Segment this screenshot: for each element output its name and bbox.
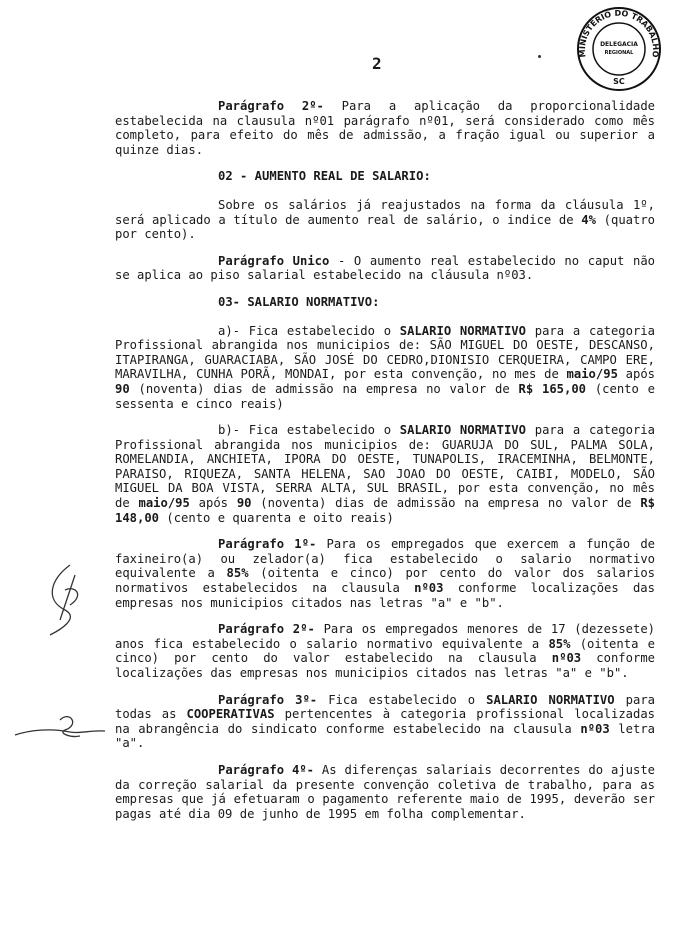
clausula-03-paragrafo-4: Parágrafo 4º- As diferenças salariais decorrentes do ajuste da correção salarial da presente convenção coletiva de trabalho, para as empresas que já efetuaram o pagamento referente maio de 1995, deverão ser pagas até dia 09 de junho de 1995 em folha complementar. <box>115 762 656 821</box>
clausula-02-body: Sobre os salários já reajustados na forma da cláusula 1º, será aplicado a título de aumento real de salário, o indice de 4% (quatro por cento). <box>115 197 656 242</box>
speck <box>538 55 541 58</box>
page-number: 2 <box>372 54 382 73</box>
clausula-02-heading: 02 - AUMENTO REAL DE SALARIO: <box>218 169 431 184</box>
seal-bottom-text: SC <box>613 77 625 86</box>
handwritten-signature-1 <box>40 560 100 640</box>
clausula-03-paragrafo-3: Parágrafo 3º- Fica estabelecido o SALARIO NORMATIVO para todas as COOPERATIVAS pertencentes à categoria profissional localizadas na abrangência do sindicato conforme estabelecido na clausula nº03 letra "a". <box>115 692 656 751</box>
clausula-02-paragrafo-unico: Parágrafo Unico - O aumento real estabelecido no caput não se aplica ao piso salarial estabelecido na cláusula nº03. <box>115 253 656 283</box>
clausula-03-heading: 03- SALARIO NORMATIVO: <box>218 294 380 309</box>
paragrafo-2-proporcionalidade: Parágrafo 2º- Para a aplicação da proporcionalidade estabelecida na clausula nº01 parágrafo nº01, será considerado como mês completo, para efeito do mês de admissão, a fração igual ou superior a quinze dias. <box>115 99 656 157</box>
seal-arc-text: MINISTÉRIO DO TRABALHO <box>577 8 661 58</box>
seal-center-line2: REGIONAL <box>604 50 634 56</box>
clausula-03-item-b: b)- Fica estabelecido o SALARIO NORMATIVO para a categoria Profissional abrangida nos municipios de: GUARUJA DO SUL, PALMA SOLA, ROMELANDIA, ANCHIETA, IPORA DO OESTE, TUNAPOLIS, IRACEMINHA, BELMONTE, PARAISO, RIQUEZA, SANTA HELENA, SAO JOAO DO OESTE, CAIBI, MODELO, SÃO MIGUEL DA BOA VISTA, SERRA ALTA, SUL BRASIL, por esta convenção, no mês de maio/95 após 90 (noventa) dias de admissão na empresa no valor de R$ 148,00 (cento e quarenta e oito reais) <box>115 423 656 525</box>
ministry-seal-stamp <box>576 6 662 92</box>
seal-center-line1: DELEGACIA <box>600 41 638 48</box>
handwritten-signature-2 <box>10 700 110 750</box>
clausula-03-item-a: a)- Fica estabelecido o SALARIO NORMATIVO para a categoria Profissional abrangida nos municipios de: SÃO MIGUEL DO OESTE, DESCANSO, ITAPIRANGA, GUARACIABA, SÃO JOSÉ DO CEDRO,DIONISIO CERQUEIRA, CAMPO ERE, MARAVILHA, CUNHA PORÃ, MONDAI, por esta convenção, no mes de maio/95 após 90 (noventa) dias de admissão na empresa no valor de R$ 165,00 (cento e sessenta e cinco reais) <box>115 323 656 411</box>
clausula-03-paragrafo-1: Parágrafo 1º- Para os empregados que exercem a função de faxineiro(a) ou zelador(a) fica estabelecido o salario normativo equivalente a 85% (oitenta e cinco) por cento do valor dos salarios normativos estabelecidos na clausula nº03 conforme localizações das empresas nos municipios citados nas letras "a" e "b". <box>115 537 656 610</box>
clausula-03-paragrafo-2: Parágrafo 2º- Para os empregados menores de 17 (dezessete) anos fica estabelecido o salario normativo equivalente a 85% (oitenta e cinco) por cento do valor estabelecido na clausula nº03 conforme localizações das empresas nos municipios citados nas letras "a" e "b". <box>115 622 656 680</box>
document-body <box>115 99 655 833</box>
